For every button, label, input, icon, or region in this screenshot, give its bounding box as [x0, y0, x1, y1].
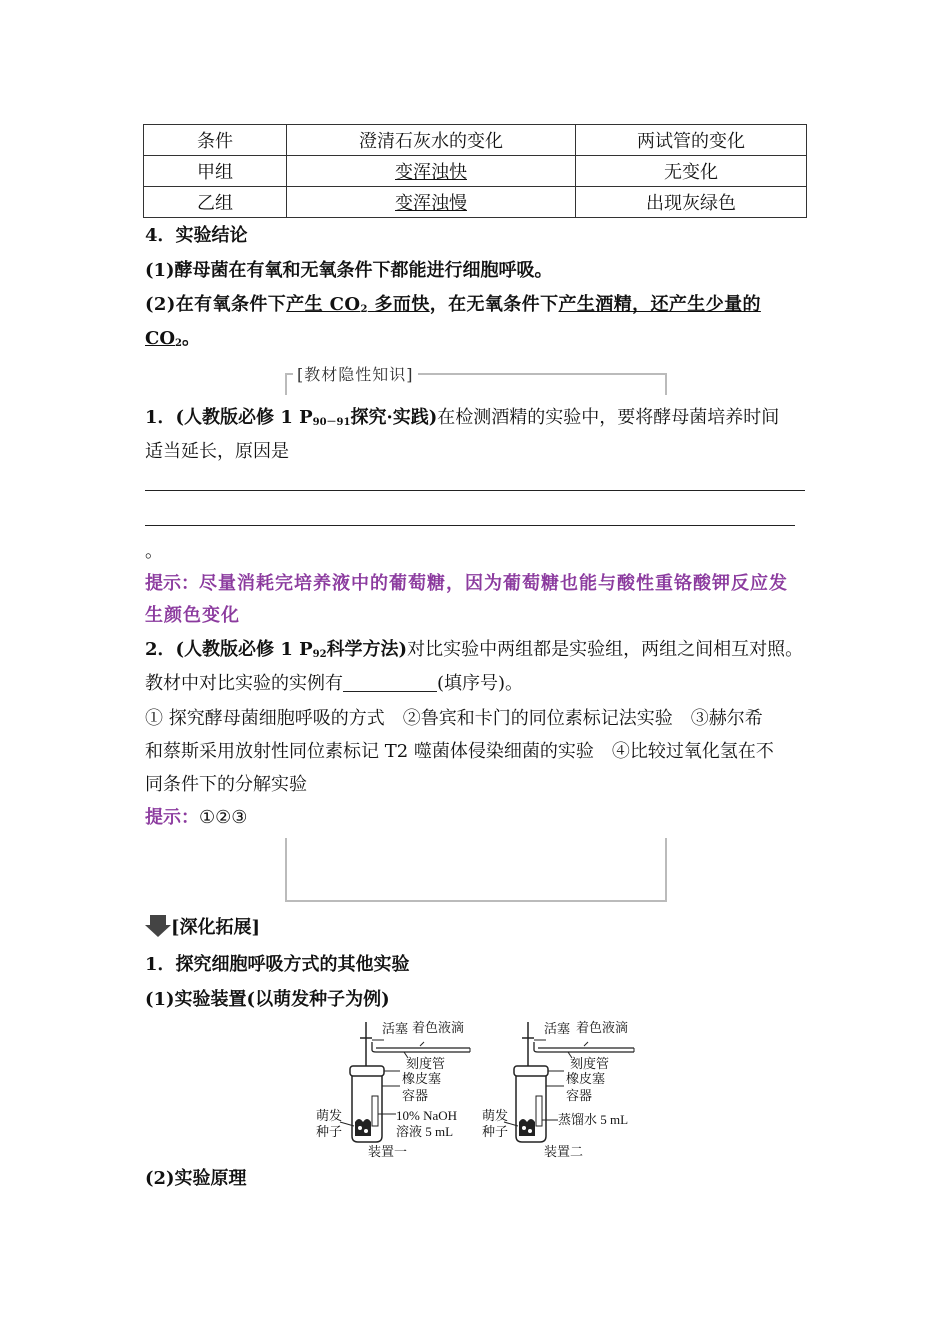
device2-scale-tube-label: 刻度管: [570, 1056, 610, 1071]
subscript: 2: [175, 338, 182, 349]
conclusion-item-2: [145, 293, 761, 322]
hint-label: 提示：: [145, 807, 199, 828]
device1-rubber-stopper-label: 橡皮塞: [402, 1071, 442, 1086]
table-cell: 乙组: [144, 187, 287, 218]
header-cell: 条件: [144, 125, 287, 156]
knowledge-label-text: 教材隐性知识: [304, 365, 407, 384]
conclusion-text: (2)在有氧条件下: [145, 294, 287, 315]
question-source: (人教版必修 1 P: [175, 639, 313, 660]
device2-droplet-label: 着色液滴: [576, 1020, 629, 1035]
question-1: [145, 406, 779, 435]
extension-heading-text: [深化拓展]: [171, 917, 261, 938]
device2-rubber-stopper-label: 橡皮塞: [566, 1071, 606, 1086]
question-2-options-3: 同条件下的分解实验: [145, 774, 307, 795]
question-1-end: 。: [145, 541, 163, 562]
section-heading-conclusion: 4．实验结论: [145, 225, 248, 246]
question-text: 对比实验中两组都是实验组，两组之间相互对照。: [407, 639, 804, 660]
device1-seeds-label-a: 萌发: [316, 1108, 343, 1123]
conclusion-text: ，在无氧条件下: [429, 294, 559, 315]
conclusion-underlined-2: 产生酒精，还产生少量的: [558, 294, 761, 315]
table-header-row: [144, 125, 807, 156]
question-1-line2: 适当延长，原因是: [145, 441, 289, 462]
conclusion-text: 产生 CO: [286, 294, 361, 315]
hint-text: ①②③: [199, 807, 248, 828]
hint-1: [145, 572, 788, 596]
table-row: [144, 187, 807, 218]
hint-1-line2: [145, 604, 240, 628]
device1-caption: 装置一: [368, 1144, 408, 1159]
question-2-options-1: ① 探究酵母菌细胞呼吸的方式 ②鲁宾和卡门的同位素标记法实验 ③赫尔希: [145, 708, 763, 729]
device2-seeds-label-b: 种子: [482, 1124, 509, 1139]
apparatus-figure: [300, 1016, 650, 1162]
subscript: 92: [312, 649, 327, 660]
conclusion-text: 多而快: [374, 294, 430, 315]
device2-caption: 装置二: [544, 1144, 584, 1159]
extension-item-1-sub: (1)实验装置(以萌发种子为例): [145, 989, 390, 1010]
table-cell: 无变化: [576, 156, 807, 187]
device1-seeds-label-b: 种子: [316, 1124, 343, 1139]
table-cell: 出现灰绿色: [576, 187, 807, 218]
device2-container-label: 容器: [566, 1088, 593, 1103]
conclusion-item-1: (1)酵母菌在有氧和无氧条件下都能进行细胞呼吸。: [145, 260, 553, 281]
question-2-options-2: 和蔡斯采用放射性同位素标记 T2 噬菌体侵染细菌的实验 ④比较过氧化氢在不: [145, 741, 774, 762]
conclusion-item-2-cont: [145, 327, 200, 356]
question-2: [145, 638, 803, 667]
question-text: 在检测酒精的实验中，要将酵母菌培养时间: [437, 407, 780, 428]
header-cell: 澄清石灰水的变化: [287, 125, 576, 156]
conclusion-text: CO: [145, 328, 176, 349]
question-number: 1．: [145, 407, 176, 428]
question-source: (人教版必修 1 P: [175, 407, 313, 428]
device1-stopcock-label: 活塞: [382, 1021, 409, 1036]
conclusion-text: 。: [181, 328, 200, 349]
extension-item-2-sub: (2)实验原理: [145, 1168, 247, 1189]
subscript: 2: [360, 304, 368, 315]
question-source: 科学方法): [326, 639, 408, 660]
extension-heading: [145, 915, 260, 940]
knowledge-frame-bottom: [285, 838, 667, 902]
knowledge-frame-label: [教材隐性知识]: [293, 362, 418, 385]
conclusion-underlined-1: [286, 294, 430, 315]
device1-container-label: 容器: [402, 1088, 429, 1103]
table-cell: 变浑浊快: [287, 156, 576, 187]
question-text: (填序号)。: [437, 673, 524, 694]
question-2-line2: [145, 672, 523, 696]
device1-solution-label-a: 10% NaOH: [396, 1108, 458, 1123]
table-cell: 变浑浊慢: [287, 187, 576, 218]
answer-blank[interactable]: [343, 673, 437, 692]
table-cell: 甲组: [144, 156, 287, 187]
question-source: 探究·实践): [350, 407, 438, 428]
hint-label: 提示：: [145, 573, 199, 594]
results-table: [143, 124, 807, 218]
down-arrow-icon: [145, 915, 171, 937]
answer-blank-line: [145, 490, 805, 491]
device1-droplet-label: 着色液滴: [412, 1020, 465, 1035]
extension-item-1: 1．探究细胞呼吸方式的其他实验: [145, 954, 410, 975]
question-number: 2．: [145, 639, 176, 660]
table-row: [144, 156, 807, 187]
device2-seeds-label-a: 萌发: [482, 1108, 509, 1123]
device1-scale-tube-label: 刻度管: [406, 1056, 446, 1071]
device1-solution-label-b: 溶液 5 mL: [396, 1124, 454, 1139]
hint-text: 尽量消耗完培养液中的葡萄糖，因为葡萄糖也能与酸性重铬酸钾反应发: [199, 573, 788, 594]
conclusion-underlined-3: [145, 328, 182, 349]
subscript: 90－91: [312, 417, 351, 428]
device2-stopcock-label: 活塞: [544, 1021, 571, 1036]
device2-solution-label: 蒸馏水 5 mL: [558, 1112, 629, 1127]
header-cell: 两试管的变化: [576, 125, 807, 156]
hint-2: [145, 806, 247, 830]
question-text: 教材中对比实验的实例有: [145, 673, 343, 694]
answer-blank-line: [145, 525, 795, 526]
hint-text: 生颜色变化: [145, 605, 240, 626]
